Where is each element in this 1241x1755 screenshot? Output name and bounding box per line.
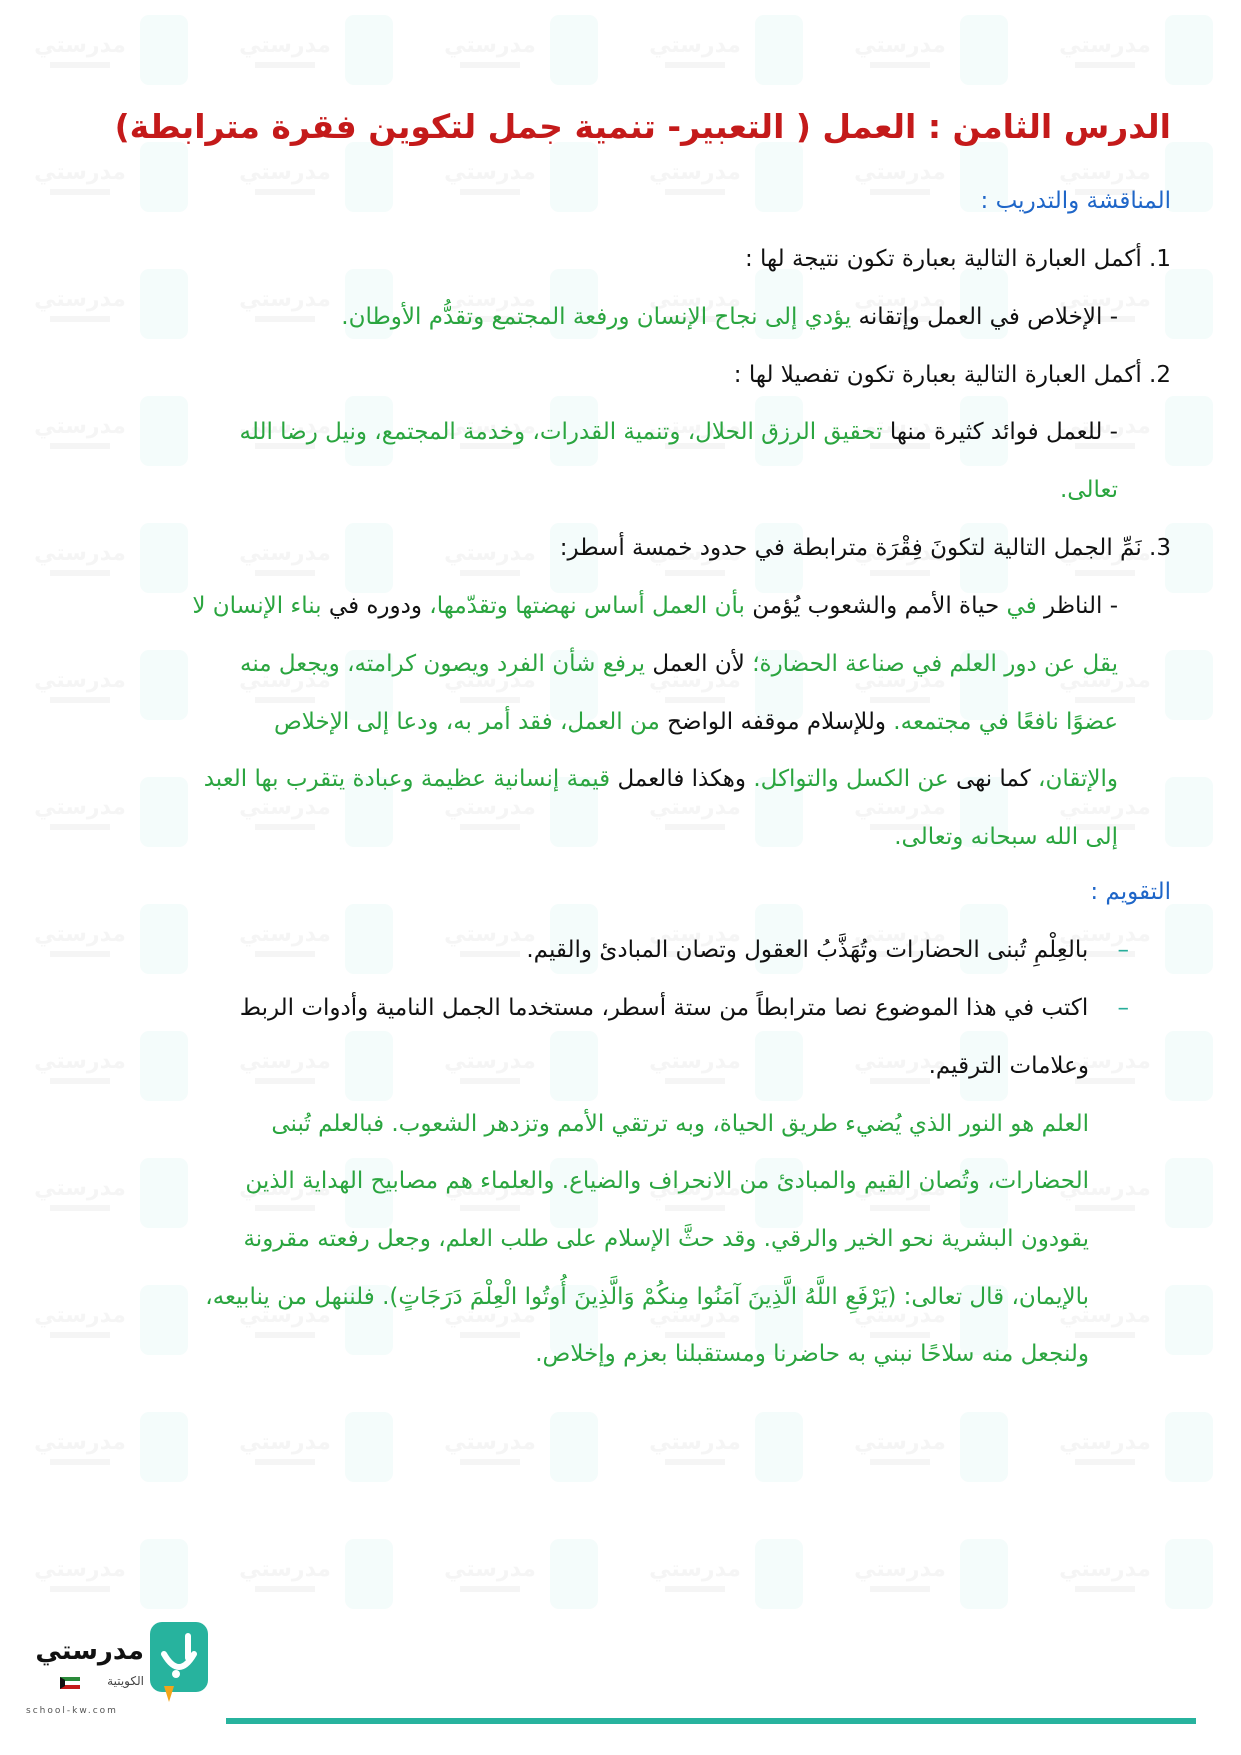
answer-3-segment: كما نهى <box>948 766 1031 792</box>
answer-2-line-1 <box>240 415 1118 449</box>
answer-3-segment: والإتقان، <box>1030 766 1118 792</box>
bullet-dash: – <box>1117 937 1129 963</box>
answer-3-segment: وهكذا فالعمل <box>610 766 747 792</box>
answer-3-segment: عن الكسل والتواكل. <box>746 766 949 792</box>
logo-url: school-kw.com <box>26 1706 118 1716</box>
question-3-text: نَمِّ الجمل التالية لتكونَ فِقْرَة مترابطة في حدود خمسة أسطر: <box>559 535 1142 561</box>
answer-3-segment: يقل عن دور العلم في صناعة الحضارة؛ <box>744 651 1118 677</box>
question-3 <box>560 531 1171 565</box>
evaluation-answer-line-1: العلم هو النور الذي يُضيء طريق الحياة، وبه ترتقي الأمم وتزدهر الشعوب. فبالعلم تُبنى <box>271 1111 1089 1137</box>
evaluation-item-1-text: بالعِلْمِ تُبنى الحضارات وتُهَذَّبُ العقول وتصان المبادئ والقيم. <box>526 937 1089 963</box>
question-3-number: 3. <box>1149 535 1171 561</box>
answer-1-prompt: - الإخلاص في العمل وإتقانه <box>851 304 1118 330</box>
question-1-text: أكمل العبارة التالية بعبارة تكون نتيجة لها : <box>744 246 1142 272</box>
evaluation-label: التقويم : <box>1090 879 1171 905</box>
answer-3-line-5: إلى الله سبحانه وتعالى. <box>894 824 1118 850</box>
answer-3-segment: لأن العمل <box>645 651 745 677</box>
question-1 <box>745 242 1171 276</box>
evaluation-answer-line-4: بالإيمان، قال تعالى: (يَرْفَعِ اللَّهُ الَّذِينَ آمَنُوا مِنكُمْ وَالَّذِينَ أُوتُوا الْعِلْمَ دَرَجَاتٍ). فلننهل من ينابيعه، <box>205 1284 1089 1310</box>
answer-3-segment: وللإسلام موقفه الواضح <box>659 709 886 735</box>
discussion-label: المناقشة والتدريب : <box>980 188 1171 214</box>
evaluation-answer-line-5: ولنجعل منه سلاحًا نبني به حاضرنا ومستقبلنا بعزم وإخلاص. <box>535 1341 1089 1367</box>
answer-3-segment: من العمل، فقد أمر به، ودعا إلى الإخلاص <box>273 709 660 735</box>
footer-divider <box>226 1718 1196 1724</box>
lesson-title: الدرس الثامن : العمل ( التعبير- تنمية جمل لتكوين فقرة مترابطة) <box>114 107 1171 146</box>
answer-3-segment: في <box>999 593 1037 619</box>
answer-1-text: يؤدي إلى نجاح الإنسان ورفعة المجتمع وتقدُّم الأوطان. <box>341 304 852 330</box>
answer-3-line-1 <box>192 589 1118 623</box>
evaluation-item-2-cont: وعلامات الترقيم. <box>928 1053 1089 1079</box>
answer-3-line-2 <box>240 647 1118 681</box>
answer-3-line-3 <box>274 705 1118 739</box>
answer-3-segment: بناء الإنسان لا <box>192 593 322 619</box>
evaluation-item-1 <box>526 933 1129 967</box>
answer-3-segment: يرفع شأن الفرد ويصون كرامته، ويجعل منه <box>239 651 646 677</box>
evaluation-item-2-text: اكتب في هذا الموضوع نصا مترابطاً من ستة أسطر، مستخدما الجمل النامية وأدوات الربط <box>239 995 1089 1021</box>
evaluation-answer-line-2: الحضارات، وتُصان القيم والمبادئ من الانحراف والضياع. والعلماء هم مصابيح الهداية الذين <box>245 1168 1089 1194</box>
answer-3-segment: بأن العمل أساس نهضتها وتقدّمها، <box>422 593 745 619</box>
question-2-text: أكمل العبارة التالية بعبارة تكون تفصيلا لها : <box>733 362 1142 388</box>
school-logo <box>26 1622 216 1742</box>
answer-2-prompt: - للعمل فوائد كثيرة منها <box>882 419 1118 445</box>
answer-2-text: تحقيق الرزق الحلال، وتنمية القدرات، وخدمة المجتمع، ونيل رضا الله <box>239 419 883 445</box>
question-2-number: 2. <box>1149 362 1171 388</box>
logo-mark-icon <box>150 1622 208 1704</box>
answer-3-segment: ودوره في <box>321 593 422 619</box>
answer-3-segment: حياة الأمم والشعوب يُؤمن <box>744 593 1000 619</box>
bullet-dash: – <box>1117 995 1129 1021</box>
question-1-number: 1. <box>1149 246 1171 272</box>
answer-1 <box>341 300 1118 334</box>
logo-name: مدرستي <box>35 1636 144 1666</box>
question-2 <box>734 358 1171 392</box>
logo-subtitle: الكويتية <box>107 1674 144 1688</box>
answer-3-segment: قيمة إنسانية عظيمة وعبادة يتقرب بها العبد <box>203 766 611 792</box>
answer-3-segment: عضوًا نافعًا في مجتمعه. <box>886 709 1118 735</box>
answer-3-line-4 <box>204 762 1118 796</box>
answer-2-line-2: تعالى. <box>1060 477 1118 503</box>
evaluation-answer-line-3: يقودون البشرية نحو الخير والرقي. وقد حثَّ الإسلام على طلب العلم، وجعل رفعته مقرونة <box>243 1226 1089 1252</box>
evaluation-item-2 <box>240 991 1129 1025</box>
answer-3-segment: - الناظر <box>1036 593 1118 619</box>
